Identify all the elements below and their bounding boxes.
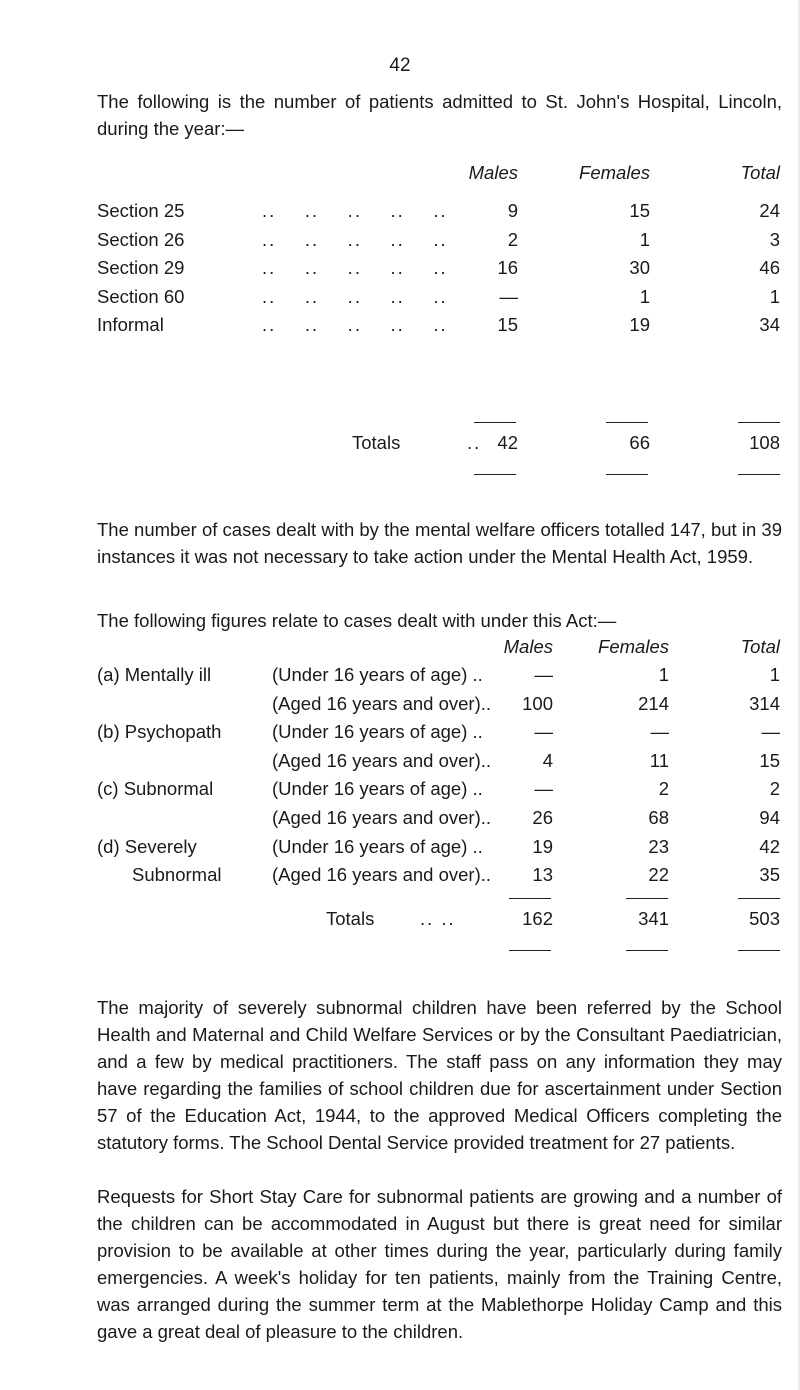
- t1-row-label: Section 26: [97, 228, 185, 250]
- t2-totals-label: Totals: [326, 908, 375, 929]
- t2-row-category: (d) Severely: [97, 835, 197, 857]
- t2-totals-males: 162: [522, 908, 553, 929]
- t1-row-label: Section 60: [97, 285, 185, 307]
- t2-header-males: Males: [503, 636, 553, 657]
- t1-row-males: 15: [497, 314, 518, 335]
- t1-row-label: Section 29: [97, 257, 185, 278]
- t2-row-total: 35: [759, 864, 780, 886]
- t1-row-males: 16: [497, 257, 518, 278]
- t1-row-females: 15: [629, 200, 650, 221]
- t1-row-dots: .. .. .. .. ..: [262, 228, 448, 250]
- page-number: 42: [389, 55, 411, 76]
- t1-rule2-females: [606, 474, 648, 475]
- t1-row-total: 1: [769, 285, 780, 307]
- t1-row-dots: .. .. .. .. ..: [262, 257, 448, 278]
- t2-row-males: 100: [522, 692, 553, 714]
- t2-row-total: 1: [769, 664, 780, 685]
- t1-rule2-total: [738, 474, 780, 475]
- t1-totals-total: 108: [749, 432, 780, 453]
- t2-row-total: 94: [759, 807, 780, 828]
- t2-rule-females: [626, 898, 668, 899]
- t2-row-females: 23: [648, 835, 669, 857]
- t2-row-males: 19: [532, 835, 553, 857]
- t2-row-age: (Aged 16 years and over)..: [272, 692, 492, 714]
- t1-totals-males: 42: [497, 432, 518, 453]
- t2-row-total: 15: [759, 749, 780, 771]
- t2-row-total: 2: [769, 778, 780, 800]
- figures-intro-paragraph: The following figures relate to cases dealt with under this Act:—: [97, 610, 617, 631]
- t2-row-males: 4: [542, 749, 553, 771]
- mental-welfare-paragraph: The number of cases dealt with by the mental welfare officers totalled 147, but in 39 instances it was not necessary to take action under the Mental Health Act, 1959.: [97, 519, 782, 567]
- t2-row-males: 26: [532, 807, 553, 828]
- t2-row-total: 42: [759, 835, 780, 857]
- t2-header-total: Total: [740, 636, 780, 657]
- t2-rule2-total: [738, 950, 780, 951]
- t1-row-males: 2: [507, 228, 518, 250]
- t1-row-dots: .. .. .. .. ..: [262, 285, 448, 307]
- t2-row-males: —: [534, 664, 553, 685]
- t2-rule-total: [738, 898, 780, 899]
- t1-totals-females: 66: [629, 432, 650, 453]
- t2-row-total: 314: [749, 692, 780, 714]
- t1-rule-males: [474, 422, 516, 423]
- t2-row-total: —: [761, 721, 780, 743]
- t1-row-males: —: [499, 285, 518, 307]
- t2-row-age: (Aged 16 years and over)..: [272, 807, 492, 828]
- t1-row-total: 3: [769, 228, 780, 250]
- t2-row-females: 22: [648, 864, 669, 886]
- t1-rule-total: [738, 422, 780, 423]
- t2-row-age: (Under 16 years of age) ..: [272, 664, 483, 685]
- t2-row-age: (Aged 16 years and over)..: [272, 749, 492, 771]
- t1-row-males: 9: [507, 200, 518, 221]
- t2-header-females: Females: [598, 636, 669, 657]
- t1-rule-females: [606, 422, 648, 423]
- t1-row-females: 1: [639, 285, 650, 307]
- t2-row-males: —: [534, 778, 553, 800]
- t2-row-age: (Aged 16 years and over)..: [272, 864, 492, 886]
- t2-totals-females: 341: [638, 908, 669, 929]
- majority-paragraph: The majority of severely subnormal children have been referred by the School Health and Maternal and Child Welfare Services or by the Consultant Paediatrician, and a few by medical practitioners. The staff pass on any information they may have regarding the families of school children due for ascertainment under Section 57 of the Education Act, 1944, to the approved Medical Officers completing the statutory forms. The School Dental Service provided treatment for 27 patients.: [97, 997, 782, 1153]
- t1-row-females: 30: [629, 257, 650, 278]
- t1-row-total: 34: [759, 314, 780, 335]
- t2-rule2-females: [626, 950, 668, 951]
- t1-row-dots: .. .. .. .. ..: [262, 314, 448, 335]
- t2-row-age: (Under 16 years of age) ..: [272, 835, 483, 857]
- t2-row-age: (Under 16 years of age) ..: [272, 721, 483, 743]
- t2-row-category: Subnormal: [132, 864, 222, 886]
- t1-row-label: Section 25: [97, 200, 185, 221]
- t2-row-age: (Under 16 years of age) ..: [272, 778, 483, 800]
- t2-row-males: 13: [532, 864, 553, 886]
- t2-totals-total: 503: [749, 908, 780, 929]
- t1-row-dots: .. .. .. .. ..: [262, 200, 448, 221]
- t2-row-females: 1: [658, 664, 669, 685]
- t1-totals-label: Totals: [352, 432, 401, 453]
- t1-row-total: 46: [759, 257, 780, 278]
- t1-row-total: 24: [759, 200, 780, 221]
- t2-rule2-males: [509, 950, 551, 951]
- t1-totals-dots: ..: [467, 432, 482, 453]
- t2-totals-dots: .. ..: [420, 908, 456, 929]
- t2-row-category: (c) Subnormal: [97, 778, 214, 800]
- intro-paragraph: The following is the number of patients admitted to St. John's Hospital, Lincoln, during the year:—: [97, 91, 782, 139]
- t1-header-total: Total: [740, 162, 780, 183]
- t2-row-females: 214: [638, 692, 669, 714]
- t2-row-category: (b) Psychopath: [97, 721, 222, 743]
- t2-row-category: (a) Mentally ill: [97, 664, 212, 685]
- t2-row-females: 68: [648, 807, 669, 828]
- t2-row-females: 2: [658, 778, 669, 800]
- t2-rule-males: [509, 898, 551, 899]
- t1-row-females: 1: [639, 228, 650, 250]
- t1-header-males: Males: [468, 162, 518, 183]
- t1-row-label: Informal: [97, 314, 164, 335]
- t2-row-females: 11: [649, 749, 669, 771]
- t1-rule2-males: [474, 474, 516, 475]
- short-stay-paragraph: Requests for Short Stay Care for subnormal patients are growing and a number of the children can be accommodated in August but there is great need for similar provision to be available at other times during the year, particularly during family emergencies. A week's holiday for ten patients, mainly from the Training Centre, was arranged during the summer term at the Mablethorpe Holiday Camp and this gave a great deal of pleasure to the children.: [97, 1186, 782, 1342]
- t2-row-females: —: [650, 721, 669, 743]
- t1-row-females: 19: [629, 314, 650, 335]
- t1-header-females: Females: [579, 162, 650, 183]
- t2-row-males: —: [534, 721, 553, 743]
